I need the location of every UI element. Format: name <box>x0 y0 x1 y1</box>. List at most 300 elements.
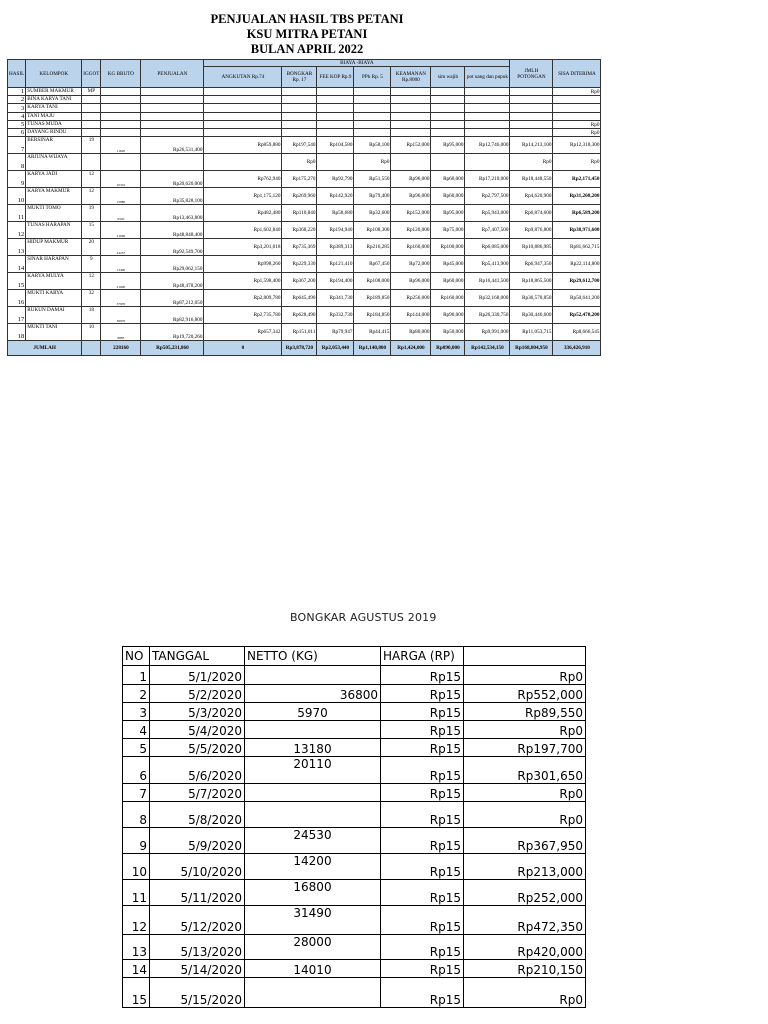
col-header-sim: sim wajib <box>431 67 465 88</box>
cell-keamanan: Rp152,000 <box>391 205 431 222</box>
col-header-no: NO <box>123 647 150 666</box>
table-row <box>8 239 601 256</box>
table-row <box>123 935 586 960</box>
total-pph: Rp1,140,800 <box>354 341 391 356</box>
cell-anggota: 10 <box>82 324 101 341</box>
cell-harga: Rp15 <box>381 828 464 854</box>
cell-tanggal: 5/14/2020 <box>150 960 245 978</box>
cell-no: 9 <box>8 171 26 188</box>
cell-tanggal: 5/10/2020 <box>150 854 245 880</box>
cell-feekop: Rp79,947 <box>317 324 354 341</box>
cell-netto: 28000 <box>245 935 381 960</box>
cell-angkutan: Rp1,175,120 <box>204 188 282 205</box>
cell-sim: Rp95,000 <box>431 205 465 222</box>
table-row <box>8 290 601 307</box>
table-row <box>123 978 586 1008</box>
total-feekop: Rp2,053,440 <box>317 341 354 356</box>
cell-penjualan: Rp82,916,800 <box>141 307 204 324</box>
sheet2-title: BONGKAR AGUSTUS 2019 <box>290 611 437 624</box>
cell-total: Rp552,000 <box>464 685 586 703</box>
cell-pph <box>354 129 391 137</box>
cell-sim <box>431 104 465 113</box>
col-header-bongkar: BONGKAR Rp. 17 <box>282 67 317 88</box>
cell-pot: Rp17,210,000 <box>465 171 510 188</box>
cell-pot <box>465 88 510 96</box>
cell-penjualan <box>141 129 204 137</box>
cell-pot <box>465 113 510 121</box>
cell-sim <box>431 154 465 171</box>
cell-netto <box>245 978 381 1008</box>
cell-keamanan: Rp96,000 <box>391 188 431 205</box>
sheet1-title-block <box>0 12 614 57</box>
cell-keamanan: Rp96,000 <box>391 171 431 188</box>
cell-kg: 10310 <box>101 171 141 188</box>
cell-keamanan: Rp144,000 <box>391 307 431 324</box>
cell-no: 4 <box>123 721 150 739</box>
cell-total: Rp0 <box>464 721 586 739</box>
cell-tanggal: 5/1/2020 <box>150 666 245 685</box>
cell-pot <box>465 129 510 137</box>
cell-jmlh <box>510 121 553 129</box>
cell-total: Rp472,350 <box>464 906 586 935</box>
cell-total: Rp0 <box>464 802 586 828</box>
cell-jmlh: Rp36,570,850 <box>510 290 553 307</box>
cell-pph: Rp216,285 <box>354 239 391 256</box>
cell-tanggal: 5/8/2020 <box>150 802 245 828</box>
cell-kelompok: BERSINAR <box>26 137 82 154</box>
cell-harga: Rp15 <box>381 757 464 784</box>
cell-keamanan: Rp160,000 <box>391 239 431 256</box>
cell-bongkar: Rp229,330 <box>282 256 317 273</box>
cell-sisa: Rp2,171,450 <box>553 171 601 188</box>
cell-sim: Rp75,000 <box>431 222 465 239</box>
cell-no: 12 <box>8 222 26 239</box>
cell-no: 14 <box>8 256 26 273</box>
total-anggota <box>82 341 101 356</box>
table-row <box>123 739 586 757</box>
cell-feekop: Rp194,400 <box>317 273 354 290</box>
cell-keamanan <box>391 129 431 137</box>
cell-sisa <box>553 104 601 113</box>
cell-jmlh: Rp9,876,800 <box>510 222 553 239</box>
table-row <box>123 854 586 880</box>
table-row <box>8 121 601 129</box>
cell-feekop <box>317 113 354 121</box>
sheet1-title-line-3: BULAN APRIL 2022 <box>250 42 364 56</box>
cell-no: 16 <box>8 290 26 307</box>
cell-kg <box>101 154 141 171</box>
cell-netto: 20110 <box>245 757 381 784</box>
cell-anggota <box>82 113 101 121</box>
cell-no: 6 <box>8 129 26 137</box>
cell-tanggal: 5/5/2020 <box>150 739 245 757</box>
col-header-biaya-group: BIAYA -BIAYA <box>204 60 510 67</box>
cell-jmlh: Rp18,865,500 <box>510 273 553 290</box>
cell-anggota <box>82 121 101 129</box>
cell-harga: Rp15 <box>381 685 464 703</box>
cell-sim: Rp50,000 <box>431 324 465 341</box>
cell-pot: Rp12,746,000 <box>465 137 510 154</box>
cell-anggota: 18 <box>82 307 101 324</box>
cell-no: 10 <box>8 188 26 205</box>
cell-harga: Rp15 <box>381 978 464 1008</box>
cell-total: Rp252,000 <box>464 880 586 906</box>
cell-kelompok: TUNAS HARAPAN <box>26 222 82 239</box>
cell-pph: Rp108,300 <box>354 222 391 239</box>
cell-harga: Rp15 <box>381 935 464 960</box>
cell-pph: Rp79,400 <box>354 188 391 205</box>
cell-harga: Rp15 <box>381 906 464 935</box>
cell-netto: 14200 <box>245 854 381 880</box>
cell-tanggal: 5/7/2020 <box>150 784 245 802</box>
cell-angkutan: Rp657,342 <box>204 324 282 341</box>
cell-bongkar: Rp197,540 <box>282 137 317 154</box>
cell-kelompok: KARYA JADI <box>26 171 82 188</box>
cell-total: Rp301,650 <box>464 757 586 784</box>
cell-anggota: 20 <box>82 239 101 256</box>
cell-kg: 6520 <box>101 205 141 222</box>
table-row <box>123 757 586 784</box>
cell-sisa: Rp50,641,200 <box>553 290 601 307</box>
cell-jmlh <box>510 96 553 104</box>
cell-tanggal: 5/2/2020 <box>150 685 245 703</box>
cell-pph: Rp0 <box>354 154 391 171</box>
cell-sisa: Rp52,470,200 <box>553 307 601 324</box>
cell-sisa: Rp0 <box>553 88 601 96</box>
cell-kg: 15880 <box>101 188 141 205</box>
cell-angkutan <box>204 129 282 137</box>
cell-pph <box>354 104 391 113</box>
table-row <box>123 685 586 703</box>
cell-no: 3 <box>8 104 26 113</box>
cell-sim <box>431 113 465 121</box>
cell-pph: Rp44,415 <box>354 324 391 341</box>
total-sisa: 336,426,910 <box>553 341 601 356</box>
cell-bongkar <box>282 121 317 129</box>
total-angkutan: 0 <box>204 341 282 356</box>
cell-feekop: Rp389,313 <box>317 239 354 256</box>
cell-no: 17 <box>8 307 26 324</box>
cell-kelompok: KARYA TANI <box>26 104 82 113</box>
cell-kg: 36970 <box>101 307 141 324</box>
cell-total: Rp420,000 <box>464 935 586 960</box>
cell-keamanan <box>391 96 431 104</box>
cell-pph: Rp189,850 <box>354 290 391 307</box>
cell-feekop: Rp341,730 <box>317 290 354 307</box>
cell-netto <box>245 802 381 828</box>
cell-sim <box>431 96 465 104</box>
cell-netto <box>245 784 381 802</box>
cell-angkutan: Rp1,602,840 <box>204 222 282 239</box>
cell-jmlh: Rp6,874,600 <box>510 205 553 222</box>
cell-bongkar: Rp628,490 <box>282 307 317 324</box>
cell-tanggal: 5/3/2020 <box>150 703 245 721</box>
cell-sim: Rp45,000 <box>431 256 465 273</box>
col-header-kelompok: KELOMPOK <box>26 60 82 88</box>
cell-no: 11 <box>8 205 26 222</box>
cell-angkutan: Rp2,809,780 <box>204 290 282 307</box>
cell-tanggal: 5/4/2020 <box>150 721 245 739</box>
cell-kelompok: SINAR HARAPAN <box>26 256 82 273</box>
cell-no: 15 <box>123 978 150 1008</box>
cell-netto: 31490 <box>245 906 381 935</box>
cell-angkutan <box>204 121 282 129</box>
cell-bongkar: Rp269,960 <box>282 188 317 205</box>
cell-no: 1 <box>123 666 150 685</box>
cell-netto: 36800 <box>245 685 381 703</box>
cell-jmlh <box>510 88 553 96</box>
cell-feekop: Rp92,790 <box>317 171 354 188</box>
total-jmlh: Rp168,804,950 <box>510 341 553 356</box>
cell-angkutan: Rp762,940 <box>204 171 282 188</box>
cell-sisa: Rp81,662,715 <box>553 239 601 256</box>
cell-pph: Rp108,000 <box>354 273 391 290</box>
cell-bongkar: Rp367,200 <box>282 273 317 290</box>
cell-anggota <box>82 104 101 113</box>
cell-kelompok: MUKTI TOMO <box>26 205 82 222</box>
cell-harga: Rp15 <box>381 666 464 685</box>
cell-kelompok: DAYANG RINDU <box>26 129 82 137</box>
table-row <box>123 960 586 978</box>
cell-no: 7 <box>8 137 26 154</box>
cell-penjualan <box>141 96 204 104</box>
cell-kelompok: MUKTI KARYA <box>26 290 82 307</box>
table-row <box>123 802 586 828</box>
table-row <box>8 113 601 121</box>
cell-sisa: Rp6,589,200 <box>553 205 601 222</box>
cell-no: 4 <box>8 113 26 121</box>
table-row <box>123 666 586 685</box>
cell-harga: Rp15 <box>381 802 464 828</box>
cell-penjualan: Rp35,828,100 <box>141 188 204 205</box>
col-header-pot: pot uang dan pupuk <box>465 67 510 88</box>
cell-kg: 8883 <box>101 324 141 341</box>
cell-pot: Rp16,441,500 <box>465 273 510 290</box>
cell-feekop: Rp332,730 <box>317 307 354 324</box>
cell-keamanan <box>391 88 431 96</box>
cell-penjualan: Rp26,531,400 <box>141 137 204 154</box>
cell-keamanan <box>391 121 431 129</box>
cell-pph: Rp184,850 <box>354 307 391 324</box>
cell-total: Rp197,700 <box>464 739 586 757</box>
total-kg: 228160 <box>101 341 141 356</box>
cell-feekop: Rp104,580 <box>317 137 354 154</box>
cell-pot: Rp32,168,000 <box>465 290 510 307</box>
cell-angkutan: Rp3,201,018 <box>204 239 282 256</box>
cell-pot: Rp2,797,500 <box>465 188 510 205</box>
cell-anggota <box>82 129 101 137</box>
cell-pph <box>354 113 391 121</box>
cell-jmlh: Rp30,446,600 <box>510 307 553 324</box>
col-header-jmlh: JMLH POTONGAN <box>510 60 553 88</box>
cell-penjualan: Rp48,848,400 <box>141 222 204 239</box>
cell-sim: Rp95,000 <box>431 137 465 154</box>
total-keamanan: Rp1,424,000 <box>391 341 431 356</box>
cell-sisa: Rp29,612,700 <box>553 273 601 290</box>
cell-pot: Rp6,085,000 <box>465 239 510 256</box>
col-header-anggota: IGGOT <box>82 60 101 88</box>
cell-anggota: 15 <box>82 222 101 239</box>
table-row <box>8 307 601 324</box>
cell-kelompok: KARYA MAKMUR <box>26 188 82 205</box>
cell-harga: Rp15 <box>381 960 464 978</box>
cell-no: 3 <box>123 703 150 721</box>
cell-kelompok: KARYA MULYA <box>26 273 82 290</box>
cell-pot <box>465 104 510 113</box>
cell-penjualan: Rp29,062,150 <box>141 256 204 273</box>
cell-bongkar: Rp175,270 <box>282 171 317 188</box>
cell-kelompok: RUKUN DAMAI <box>26 307 82 324</box>
cell-no: 6 <box>123 757 150 784</box>
cell-anggota: 12 <box>82 171 101 188</box>
cell-total: Rp213,000 <box>464 854 586 880</box>
table-row <box>8 222 601 239</box>
cell-angkutan <box>204 104 282 113</box>
cell-sim: Rp60,000 <box>431 273 465 290</box>
cell-harga: Rp15 <box>381 854 464 880</box>
cell-no: 14 <box>123 960 150 978</box>
cell-no: 15 <box>8 273 26 290</box>
cell-feekop: Rp121,410 <box>317 256 354 273</box>
table-row <box>123 703 586 721</box>
table-row <box>8 273 601 290</box>
cell-sim: Rp60,000 <box>431 188 465 205</box>
cell-kelompok: MUKTI TANI <box>26 324 82 341</box>
cell-anggota: 19 <box>82 205 101 222</box>
cell-feekop: Rp194,940 <box>317 222 354 239</box>
total-sim: Rp890,000 <box>431 341 465 356</box>
cell-sim: Rp100,000 <box>431 239 465 256</box>
cell-jmlh: Rp18,448,550 <box>510 171 553 188</box>
cell-anggota: 19 <box>82 137 101 154</box>
table-row <box>8 205 601 222</box>
table-row <box>8 188 601 205</box>
cell-sim <box>431 121 465 129</box>
cell-feekop <box>317 88 354 96</box>
table-row <box>8 324 601 341</box>
cell-no: 12 <box>123 906 150 935</box>
cell-total: Rp0 <box>464 784 586 802</box>
cell-jmlh <box>510 129 553 137</box>
bongkar-table-body <box>123 666 586 1008</box>
table-row <box>8 154 601 171</box>
total-bongkar: Rp3,878,720 <box>282 341 317 356</box>
col-header-harga: HARGA (RP) <box>381 647 464 666</box>
cell-total: Rp210,150 <box>464 960 586 978</box>
cell-angkutan: Rp482,480 <box>204 205 282 222</box>
cell-netto: 24530 <box>245 828 381 854</box>
cell-total: Rp367,950 <box>464 828 586 854</box>
cell-sim: Rp60,000 <box>431 171 465 188</box>
cell-keamanan: Rp152,000 <box>391 137 431 154</box>
cell-harga: Rp15 <box>381 721 464 739</box>
cell-sisa: Rp38,971,600 <box>553 222 601 239</box>
cell-harga: Rp15 <box>381 784 464 802</box>
cell-anggota <box>82 96 101 104</box>
cell-netto: 14010 <box>245 960 381 978</box>
col-header-tanggal: TANGGAL <box>150 647 245 666</box>
cell-pot: Rp26,330,750 <box>465 307 510 324</box>
cell-jmlh: Rp4,620,900 <box>510 188 553 205</box>
cell-penjualan <box>141 154 204 171</box>
cell-no: 7 <box>123 784 150 802</box>
cell-netto <box>245 721 381 739</box>
table-row <box>8 137 601 154</box>
sales-table <box>7 59 601 356</box>
cell-anggota <box>82 154 101 171</box>
cell-kg <box>101 88 141 96</box>
cell-kelompok: SUMBER MAKMUR <box>26 88 82 96</box>
cell-no: 13 <box>123 935 150 960</box>
cell-sim <box>431 88 465 96</box>
cell-pot: Rp5,943,000 <box>465 205 510 222</box>
cell-feekop: Rp58,680 <box>317 205 354 222</box>
total-penjualan: Rp505,231,860 <box>141 341 204 356</box>
col-header-sisa: SISA DITERIMA <box>553 60 601 88</box>
cell-penjualan <box>141 121 204 129</box>
cell-bongkar: Rp368,220 <box>282 222 317 239</box>
cell-jmlh: Rp10,886,985 <box>510 239 553 256</box>
cell-bongkar <box>282 96 317 104</box>
cell-sim: Rp160,000 <box>431 290 465 307</box>
cell-kg <box>101 104 141 113</box>
cell-feekop <box>317 154 354 171</box>
cell-pot <box>465 154 510 171</box>
cell-feekop: Rp142,920 <box>317 188 354 205</box>
cell-kg: 21660 <box>101 222 141 239</box>
cell-sisa: Rp0 <box>553 154 601 171</box>
sheet1-title-line-2: KSU MITRA PETANI <box>246 27 368 41</box>
table-row <box>8 88 601 96</box>
cell-pph <box>354 96 391 104</box>
bongkar-table <box>122 646 586 1008</box>
cell-no: 8 <box>8 154 26 171</box>
cell-jmlh: Rp6,947,350 <box>510 256 553 273</box>
cell-no: 13 <box>8 239 26 256</box>
table-row <box>8 104 601 113</box>
cell-feekop <box>317 121 354 129</box>
cell-kelompok: ARJUNA WIJAYA <box>26 154 82 171</box>
cell-pph: Rp51,550 <box>354 171 391 188</box>
cell-pph <box>354 121 391 129</box>
cell-angkutan <box>204 96 282 104</box>
total-label: JUMLAH <box>8 341 82 356</box>
cell-keamanan: Rp120,000 <box>391 222 431 239</box>
cell-sim: Rp90,000 <box>431 307 465 324</box>
cell-kg: 13490 <box>101 256 141 273</box>
cell-angkutan: Rp1,598,400 <box>204 273 282 290</box>
cell-keamanan: Rp96,000 <box>391 273 431 290</box>
cell-kg: 21600 <box>101 273 141 290</box>
total-pot: Rp142,534,150 <box>465 341 510 356</box>
cell-pot <box>465 96 510 104</box>
cell-pph <box>354 88 391 96</box>
table-row <box>8 96 601 104</box>
cell-anggota: MP <box>82 88 101 96</box>
cell-angkutan: Rp859,880 <box>204 137 282 154</box>
cell-jmlh: Rp0 <box>510 154 553 171</box>
cell-angkutan <box>204 113 282 121</box>
col-header-pph: PPh Rp. 5 <box>354 67 391 88</box>
cell-no: 5 <box>123 739 150 757</box>
cell-harga: Rp15 <box>381 880 464 906</box>
cell-bongkar: Rp110,840 <box>282 205 317 222</box>
cell-no: 10 <box>123 854 150 880</box>
cell-kelompok: HIDUP MAKMUR <box>26 239 82 256</box>
cell-penjualan: Rp20,620,000 <box>141 171 204 188</box>
cell-bongkar: Rp645,490 <box>282 290 317 307</box>
cell-penjualan: Rp92,549,700 <box>141 239 204 256</box>
